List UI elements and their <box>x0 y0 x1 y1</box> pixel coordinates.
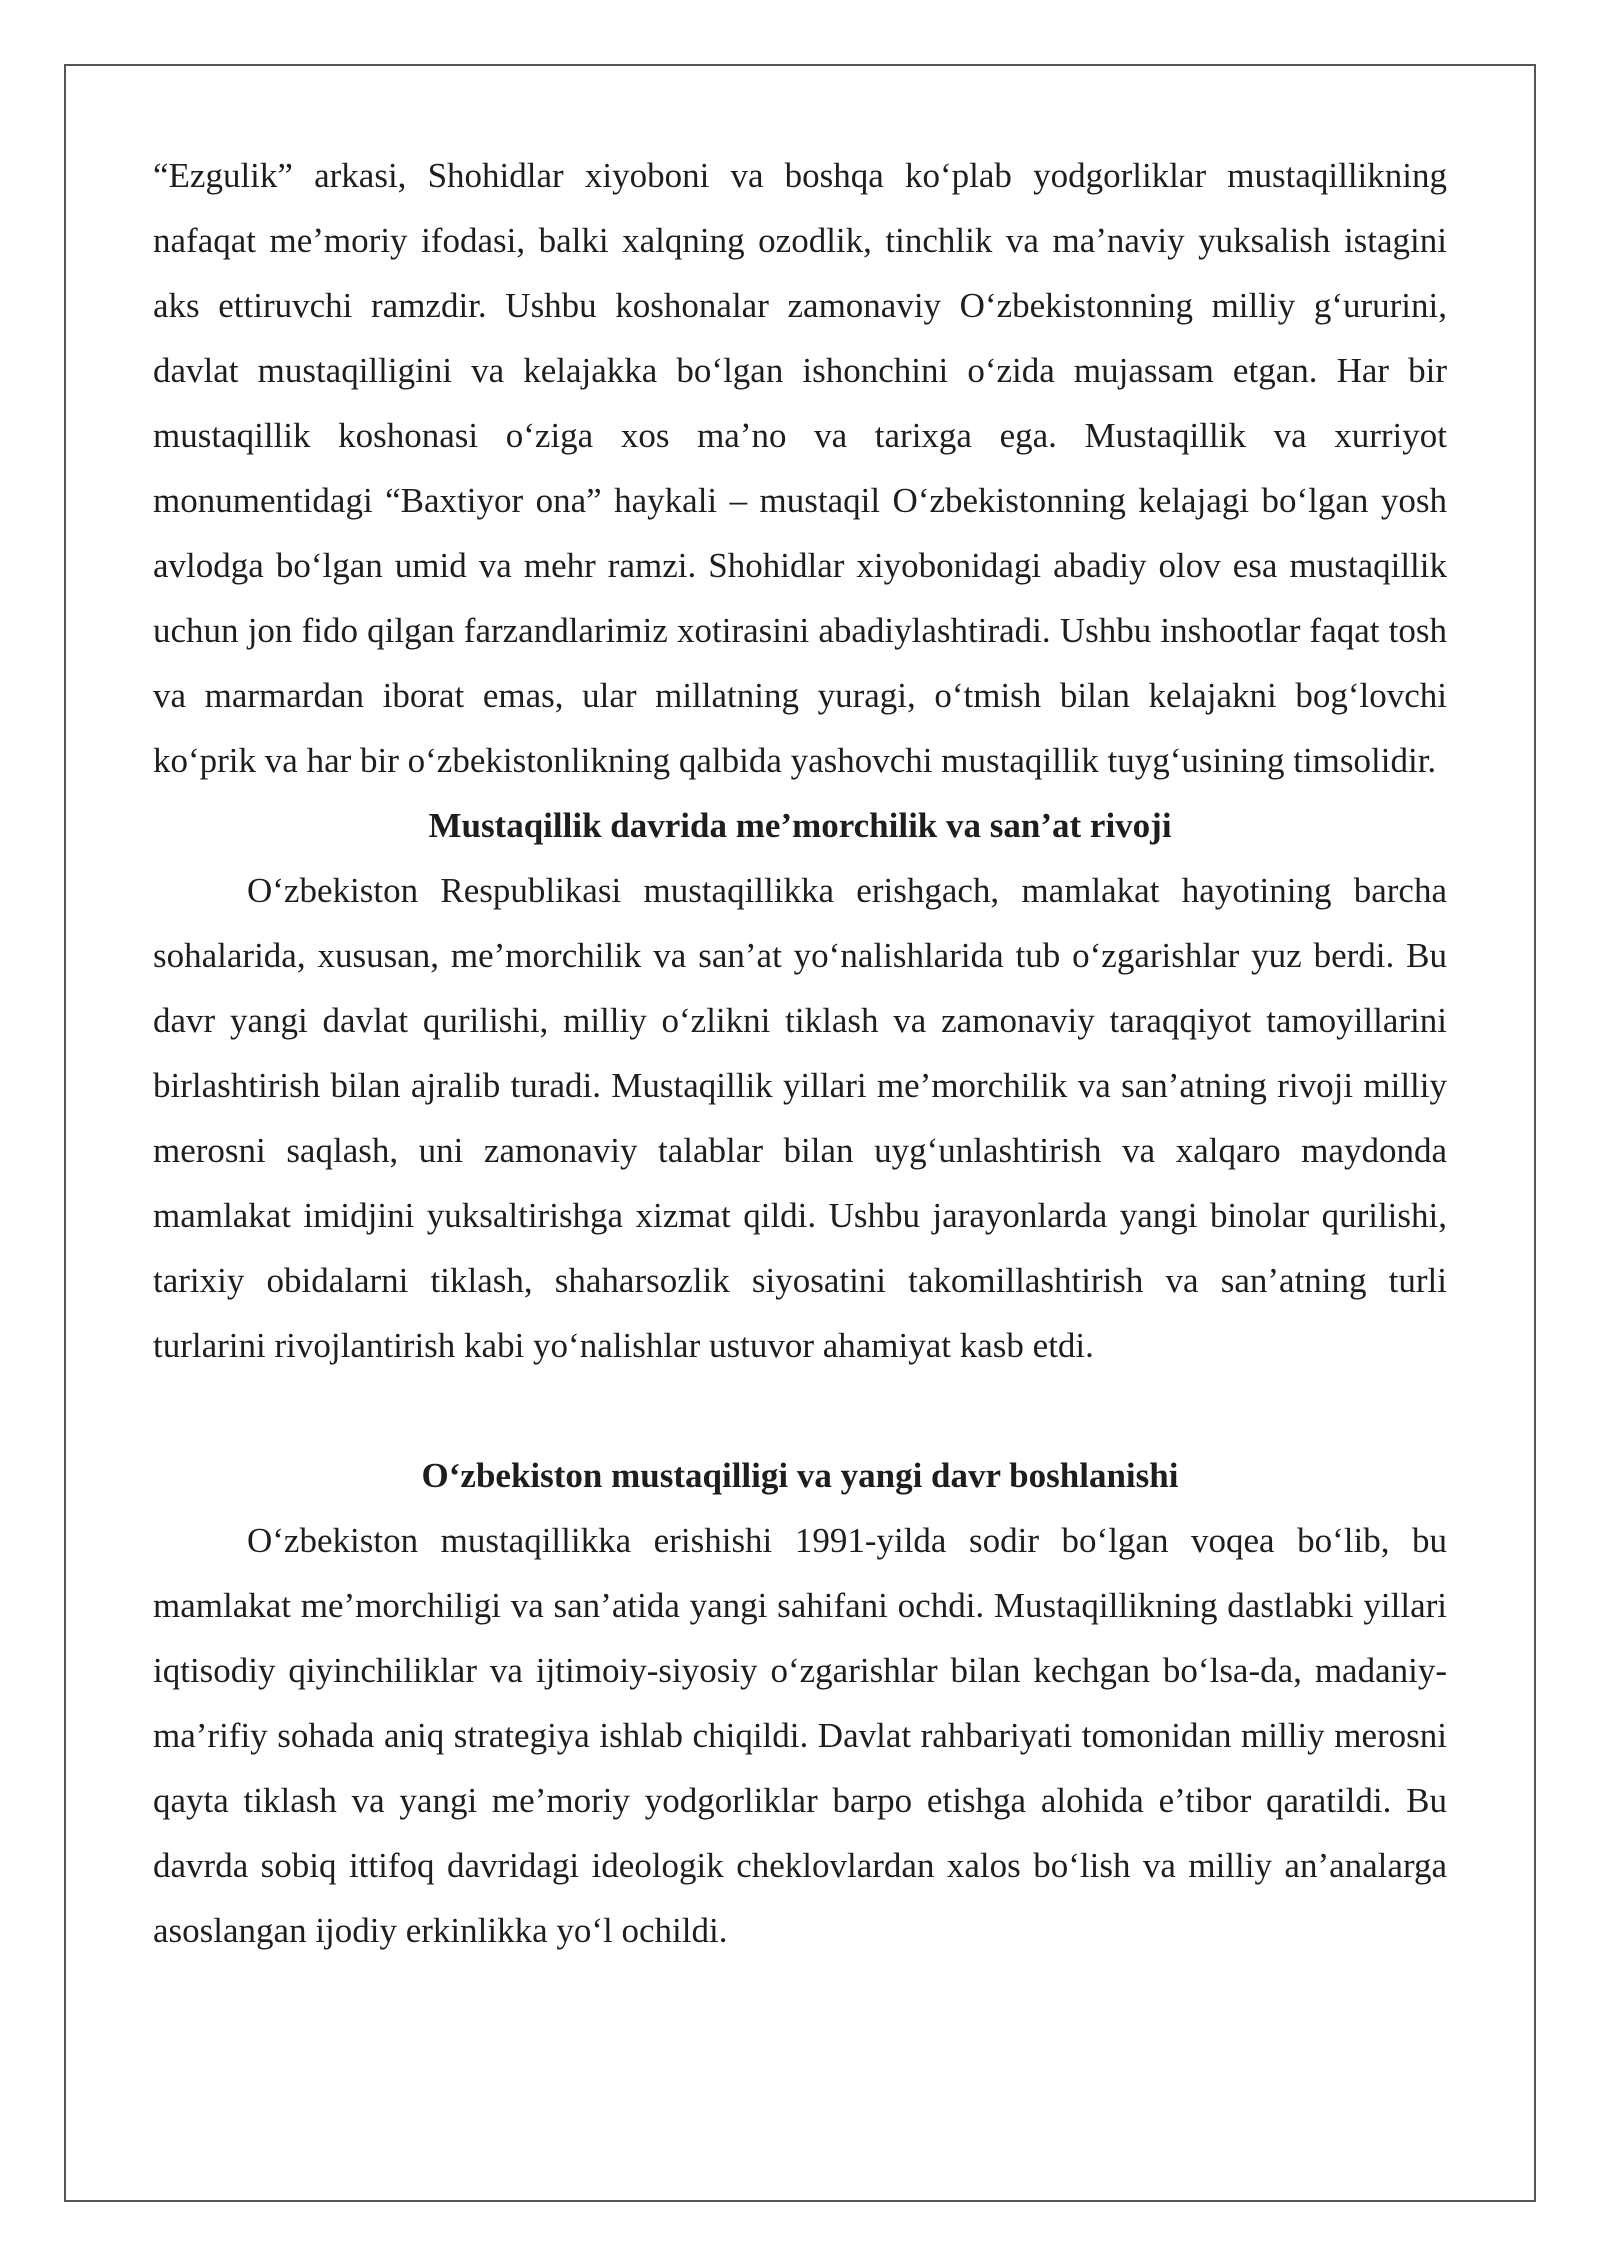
document-body <box>153 143 1447 1963</box>
paragraph-1: “Ezgulik” arkasi, Shohidlar xiyoboni va boshqa koʻplab yodgorliklar mustaqillikning nafaqat meʼmoriy ifodasi, balki xalqning ozodlik, tinchlik va maʼnaviy yuksalish istagini aks ettiruvchi ramzdir. Ushbu koshonalar zamonaviy Oʻzbekistonning milliy gʻururini, davlat mustaqilligini va kelajakka boʻlgan ishonchini oʻzida mujassam etgan. Har bir mustaqillik koshonasi oʻziga xos maʼno va tarixga ega. Mustaqillik va xurriyot monumentidagi “Baxtiyor ona” haykali – mustaqil Oʻzbekistonning kelajagi boʻlgan yosh avlodga boʻlgan umid va mehr ramzi. Shohidlar xiyobonidagi abadiy olov esa mustaqillik uchun jon fido qilgan farzandlarimiz xotirasini abadiylashtiradi. Ushbu inshootlar faqat tosh va marmardan iborat emas, ular millatning yuragi, oʻtmish bilan kelajakni bogʻlovchi koʻprik va har bir oʻzbekistonlikning qalbida yashovchi mustaqillik tuygʻusining timsolidir. <box>153 156 1447 780</box>
section-heading-architecture-art: Mustaqillik davrida me’morchilik va san’at rivoji <box>428 806 1172 845</box>
paragraph-3: Oʻzbekiston mustaqillikka erishishi 1991-yilda sodir boʻlgan voqea boʻlib, bu mamlakat me’morchiligi va san’atida yangi sahifani ochdi. Mustaqillikning dastlabki yillari iqtisodiy qiyinchiliklar va ijtimoiy-siyosiy oʻzgarishlar bilan kechgan boʻlsa-da, madaniy-ma’rifiy sohada aniq strategiya ishlab chiqildi. Davlat rahbariyati tomonidan milliy merosni qayta tiklash va yangi me’moriy yodgorliklar barpo etishga alohida e’tibor qaratildi. Bu davrda sobiq ittifoq davridagi ideologik cheklovlardan xalos boʻlish va milliy an’analarga asoslangan ijodiy erkinlikka yoʻl ochildi. <box>153 1521 1447 1950</box>
section-heading-independence: Oʻzbekiston mustaqilligi va yangi davr boshlanishi <box>421 1456 1179 1495</box>
blank-line <box>153 1378 1447 1443</box>
paragraph-2: Oʻzbekiston Respublikasi mustaqillikka erishgach, mamlakat hayotining barcha sohalarida, xususan, me’morchilik va san’at yoʻnalishlarida tub oʻzgarishlar yuz berdi. Bu davr yangi davlat qurilishi, milliy oʻzlikni tiklash va zamonaviy taraqqiyot tamoyillarini birlashtirish bilan ajralib turadi. Mustaqillik yillari me’morchilik va san’atning rivoji milliy merosni saqlash, uni zamonaviy talablar bilan uygʻunlashtirish va xalqaro maydonda mamlakat imidjini yuksaltirishga xizmat qildi. Ushbu jarayonlarda yangi binolar qurilishi, tarixiy obidalarni tiklash, shaharsozlik siyosatini takomillashtirish va san’atning turli turlarini rivojlantirish kabi yoʻnalishlar ustuvor ahamiyat kasb etdi. <box>153 871 1447 1365</box>
